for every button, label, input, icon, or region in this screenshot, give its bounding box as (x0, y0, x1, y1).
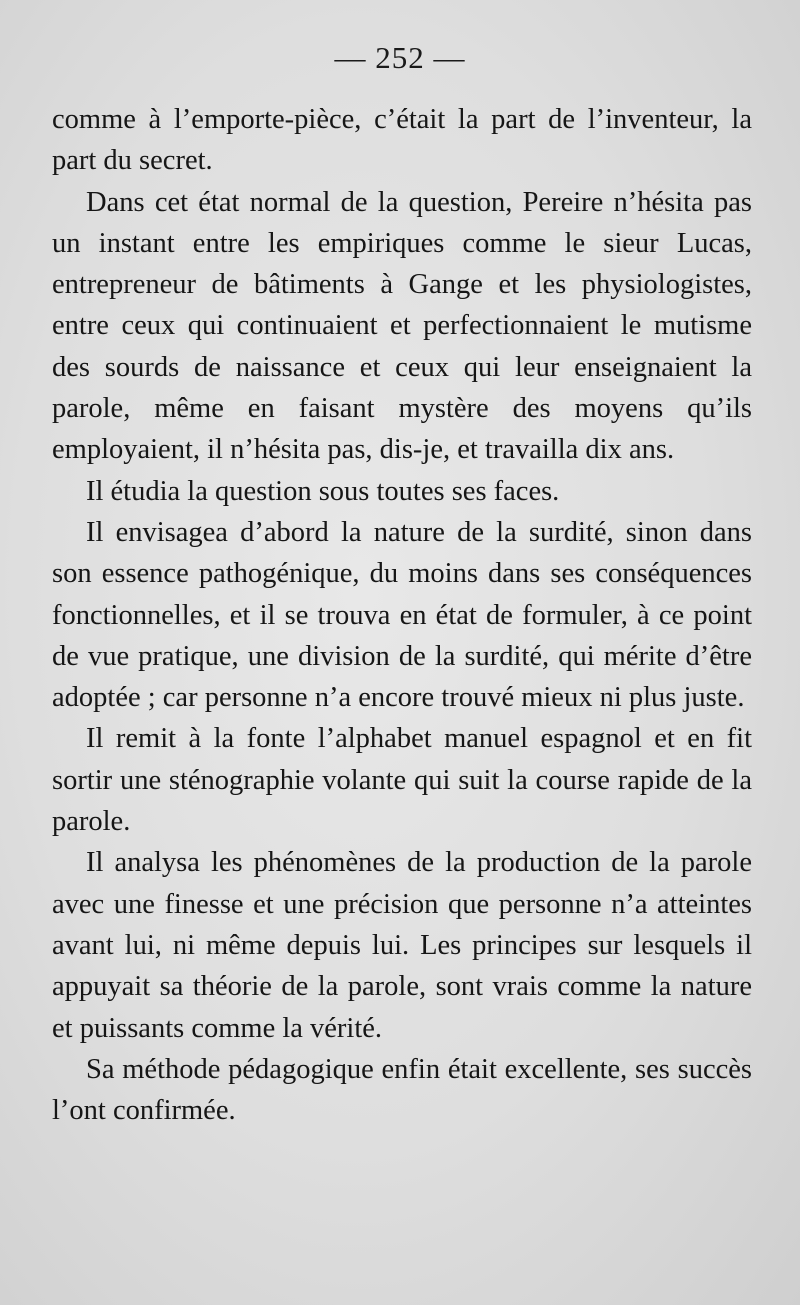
paragraph-2: Dans cet état normal de la question, Pereire n’hésita pas un instant entre les empiriques comme le sieur Lucas, entrepreneur de bâtiments à Gange et les physiologistes, entre ceux qui continuaient et perfectionnaient le mutisme des sourds de naissance et ceux qui leur enseignaient la parole, même en faisant mystère des moyens qu’ils employaient, il n’hésita pas, dis-je, et travailla dix ans. (52, 186, 752, 466)
page-number: — 252 — (334, 40, 466, 75)
paragraph-5: Il remit à la fonte l’alphabet manuel espagnol et en fit sortir une sténographie volante qui suit la course rapide de la parole. (52, 723, 752, 838)
paragraph-4: Il envisagea d’abord la nature de la surdité, sinon dans son essence pathogénique, du moins dans ses conséquences fonctionnelles, et il se trouva en état de formuler, à ce point de vue pratique, une division de la surdité, qui mérite d’être adoptée ; car personne n’a encore trouvé mieux ni plus juste. (52, 516, 752, 714)
paragraph-3: Il étudia la question sous toutes ses faces. (86, 475, 560, 507)
paragraph-7: Sa méthode pédagogique enfin était excellente, ses succès l’ont confirmée. (52, 1053, 752, 1127)
paragraph-1: comme à l’emporte-pièce, c’était la part de l’inventeur, la part du secret. (52, 104, 752, 177)
paragraph-6: Il analysa les phénomènes de la production de la parole avec une finesse et une précision que personne n’a atteintes avant lui, ni même depuis lui. Les principes sur lesquels il appuyait sa théorie de la parole, sont vrais comme la nature et puissants comme la vérité. (52, 847, 752, 1044)
body-text (52, 99, 752, 1131)
